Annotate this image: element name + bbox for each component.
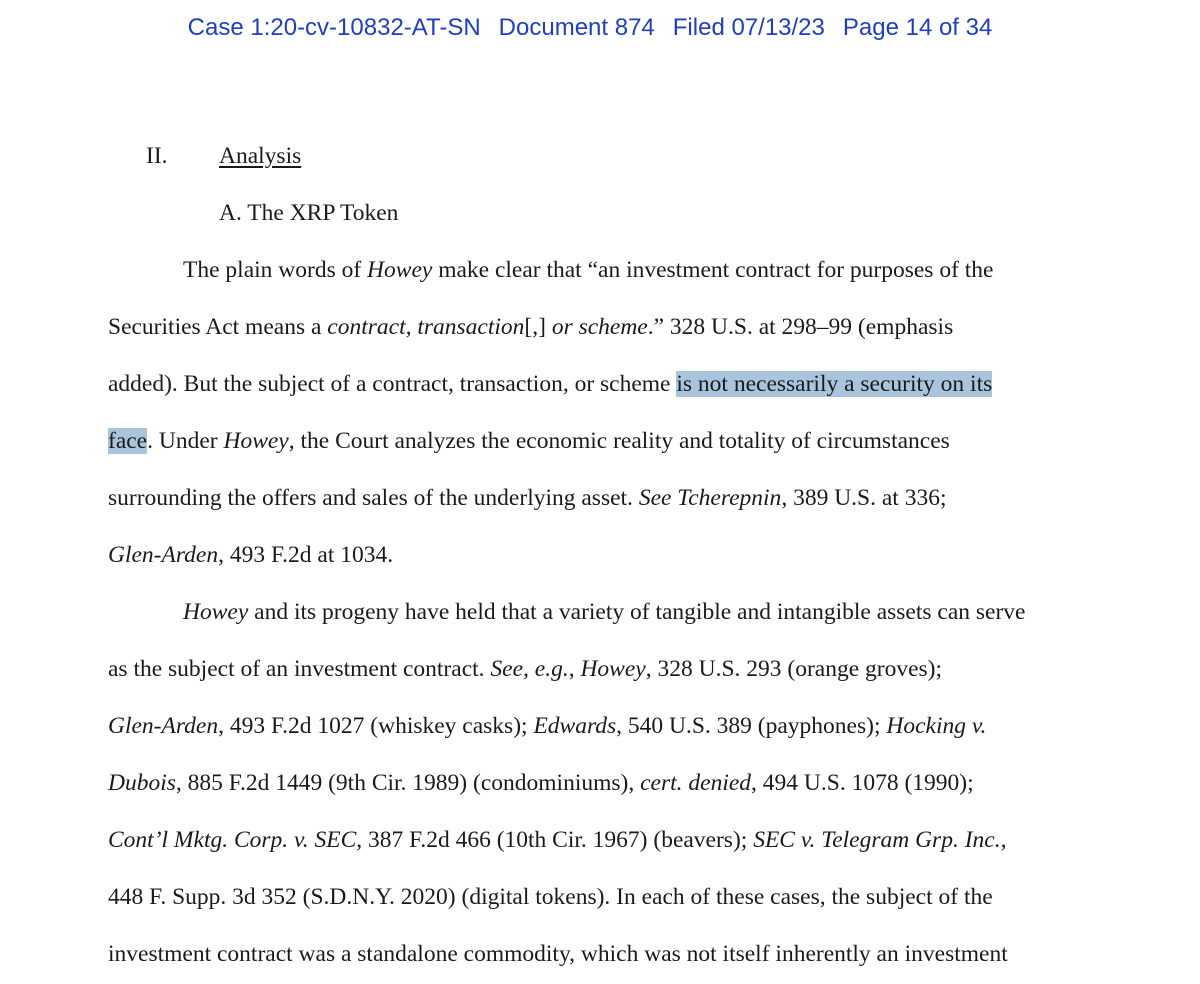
paragraph-1-line-6: Glen-Arden, 493 F.2d at 1034. [108,542,394,568]
paragraph-1-line-5: surrounding the offers and sales of the underlying asset. See Tcherepnin, 389 U.S. at 336; [108,485,947,511]
paragraph-2-line-7: investment contract was a standalone commodity, which was not itself inherently an investment [108,941,1008,967]
highlighted-text-continued[interactable]: face [108,428,148,454]
paragraph-1-line-1: The plain words of Howey make clear that “an investment contract for purposes of the [183,257,994,283]
case-number: Case 1:20-cv-10832-AT-SN [187,14,481,41]
paragraph-2-line-1: Howey and its progeny have held that a variety of tangible and intangible assets can serve [183,599,1026,625]
page-number: Page 14 of 34 [842,14,993,41]
section-title: Analysis [219,143,302,169]
document-number: Document 874 [498,14,655,41]
case-header [0,14,1180,42]
paragraph-1-line-3: added). But the subject of a contract, transaction, or scheme is not necessarily a security on its [108,371,993,397]
subsection-heading: A. The XRP Token [219,200,399,226]
paragraph-2-line-5: Cont’l Mktg. Corp. v. SEC, 387 F.2d 466 (10th Cir. 1967) (beavers); SEC v. Telegram Grp. Inc., [108,827,1007,853]
section-number: II. [146,143,168,169]
paragraph-1-line-2: Securities Act means a contract, transaction[,] or scheme.” 328 U.S. at 298–99 (emphasis [108,314,954,340]
paragraph-2-line-4: Dubois, 885 F.2d 1449 (9th Cir. 1989) (condominiums), cert. denied, 494 U.S. 1078 (1990); [108,770,974,796]
paragraph-2-line-3: Glen-Arden, 493 F.2d 1027 (whiskey casks); Edwards, 540 U.S. 389 (payphones); Hocking v. [108,713,987,739]
highlighted-text[interactable]: is not necessarily a security on its [676,371,993,397]
paragraph-1-line-4: face. Under Howey, the Court analyzes the economic reality and totality of circumstances [108,428,950,454]
paragraph-2-line-2: as the subject of an investment contract. See, e.g., Howey, 328 U.S. 293 (orange groves); [108,656,943,682]
paragraph-2-line-6: 448 F. Supp. 3d 352 (S.D.N.Y. 2020) (digital tokens). In each of these cases, the subject of the [108,884,993,910]
filed-date: Filed 07/13/23 [672,14,825,41]
